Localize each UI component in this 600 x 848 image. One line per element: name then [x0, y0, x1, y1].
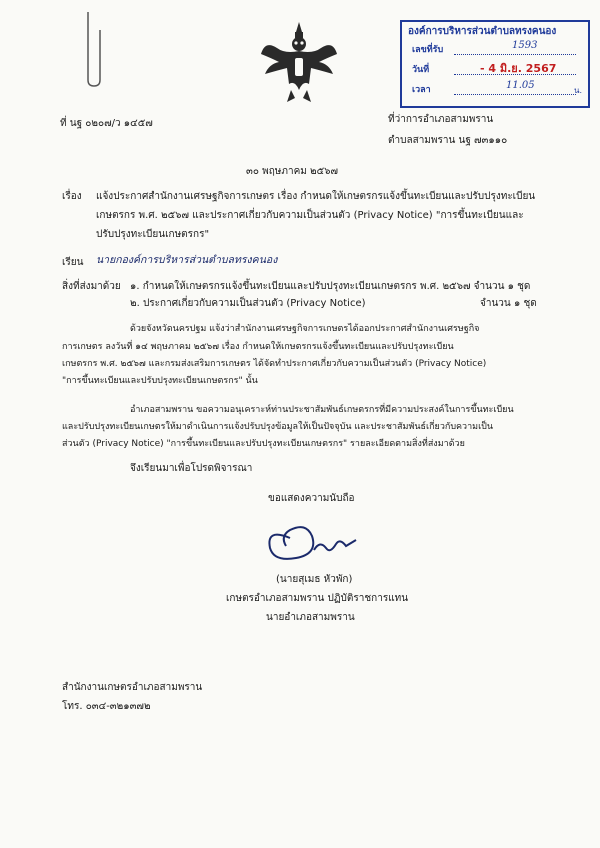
sender-office: ที่ว่าการอำเภอสามพราน [388, 114, 494, 125]
recipient-handwritten: นายกองค์การบริหารส่วนตำบลทรงคนอง [96, 254, 278, 266]
recipient-label: เรียน [62, 257, 84, 268]
para1-line-3: เกษตรกร พ.ศ. ๒๕๖๗ และกรมส่งเสริมการเกษตร ได้จัดทำประกาศเกี่ยวกับความเป็นส่วนตัว (Privacy Notice) [62, 359, 487, 369]
para1-line-4: "การขึ้นทะเบียนและปรับปรุงทะเบียนเกษตรกร" นั้น [62, 376, 258, 386]
attachment-item-2-qty: จำนวน ๑ ชุด [480, 298, 537, 309]
closing: ขอแสดงความนับถือ [268, 493, 355, 504]
stamp-number-label: เลขที่รับ [412, 45, 444, 55]
stamp-date-value: - 4 มิ.ย. 2567 [480, 62, 557, 75]
subject-line-1: แจ้งประกาศสำนักงานเศรษฐกิจการเกษตร เรื่อง กำหนดให้เกษตรกรแจ้งขึ้นทะเบียนและปรับปรุงทะเบียน [96, 191, 536, 202]
para2-line-1: อำเภอสามพราน ขอความอนุเคราะห์ท่านประชาสัมพันธ์เกษตรกรที่มีความประสงค์ในการขึ้นทะเบียน [130, 405, 514, 415]
handwritten-signature [256, 510, 366, 566]
para2-line-3: ส่วนตัว (Privacy Notice) "การขึ้นทะเบียนและปรับปรุงทะเบียนเกษตรกร" รายละเอียดตามสิ่งที่ส่งมาด้วย [62, 439, 465, 449]
footer-office: สำนักงานเกษตรอำเภอสามพราน [62, 682, 203, 693]
stamp-time-unit: น. [573, 86, 582, 95]
para1-line-1: ด้วยจังหวัดนครปฐม แจ้งว่าสำนักงานเศรษฐกิจการเกษตรได้ออกประกาศสำนักงานเศรษฐกิจ [130, 324, 480, 334]
paper-clip-mark [78, 8, 118, 88]
para2-line-2: และปรับปรุงทะเบียนเกษตรให้มาดำเนินการแจ้งปรับปรุงข้อมูลให้เป็นปัจจุบัน และประชาสัมพันธ์เกี่ยวกับความเป็น [62, 422, 494, 432]
receipt-stamp [400, 20, 590, 108]
subject-label: เรื่อง [62, 191, 82, 202]
signatory-title-1: เกษตรอำเภอสามพราน ปฏิบัติราชการแทน [226, 593, 409, 604]
attachment-item-1: ๑. กำหนดให้เกษตรกรแจ้งขึ้นทะเบียนและปรับปรุงทะเบียนเกษตรกร พ.ศ. ๒๕๖๗ จำนวน ๑ ชุด [130, 281, 531, 292]
stamp-date-label: วันที่ [412, 65, 430, 75]
stamp-time-value: 11.05 [506, 80, 535, 91]
subject-line-3: ปรับปรุงทะเบียนเกษตรกร" [96, 229, 210, 240]
attachments-label: สิ่งที่ส่งมาด้วย [62, 281, 121, 292]
stamp-time-label: เวลา [412, 85, 431, 95]
footer-phone: โทร. ๐๓๔-๓๒๑๓๗๒ [62, 701, 151, 712]
signatory-title-2: นายอำเภอสามพราน [266, 612, 355, 623]
sender-address: ตำบลสามพราน นฐ ๗๓๑๑๐ [388, 135, 508, 146]
para1-line-2: การเกษตร ลงวันที่ ๑๔ พฤษภาคม ๒๕๖๗ เรื่อง กำหนดให้เกษตรกรแจ้งขึ้นทะเบียนและปรับปรุงทะเบียน [62, 342, 454, 352]
attachment-item-2: ๒. ประกาศเกี่ยวกับความเป็นส่วนตัว (Privacy Notice) [130, 298, 366, 309]
garuda-emblem [255, 18, 343, 106]
letter-date: ๓๐ พฤษภาคม ๒๕๖๗ [246, 166, 339, 177]
para3: จึงเรียนมาเพื่อโปรดพิจารณา [130, 463, 253, 474]
subject-line-2: เกษตรกร พ.ศ. ๒๕๖๗ และประกาศเกี่ยวกับความเป็นส่วนตัว (Privacy Notice) "การขึ้นทะเบียนและ [96, 210, 524, 221]
stamp-number-value: 1593 [512, 40, 538, 51]
document-number: ที่ นฐ ๐๒๐๗/ว ๑๔๕๗ [60, 118, 153, 129]
stamp-org: องค์การบริหารส่วนตำบลทรงคนอง [408, 26, 557, 37]
signatory-name: (นายสุเมธ หัวพัก) [276, 574, 353, 585]
